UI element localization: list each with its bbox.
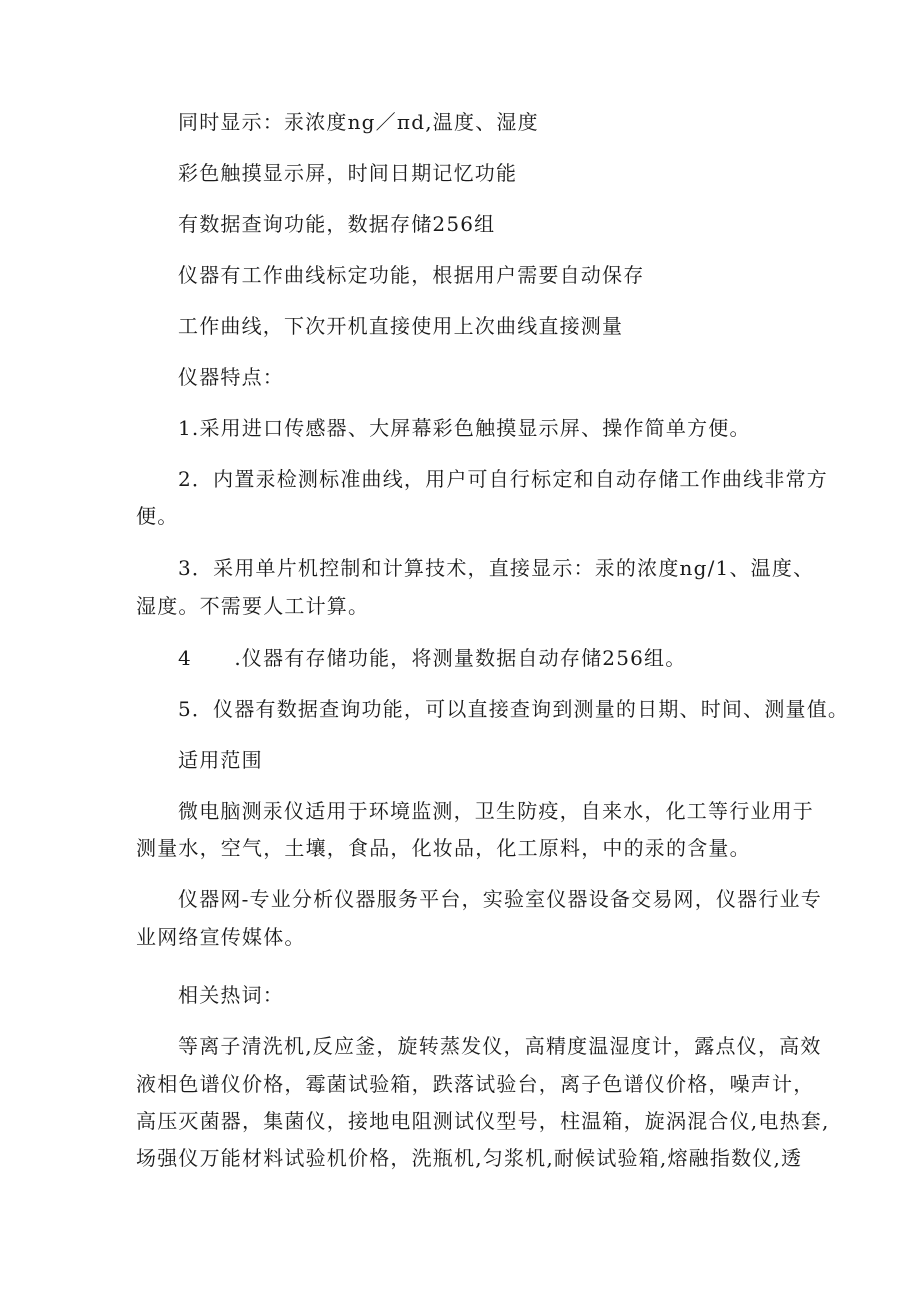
keywords-line-3: 高压灭菌器，集菌仪，接地电阻测试仪型号，柱温箱，旋涡混合仪,电热套, — [136, 1109, 830, 1133]
text-line-data-query: 有数据查询功能，数据存储256组 — [178, 212, 496, 236]
text-line-calibration: 仪器有工作曲线标定功能，根据用户需要自动保存 — [178, 263, 645, 287]
text-line-display: 同时显示：汞浓度ng／πd,温度、湿度 — [178, 110, 539, 134]
scope-paragraph: 微电脑测汞仪适用于环境监测，卫生防疫，自来水，化工等行业用于 — [178, 799, 814, 823]
site-paragraph-cont: 业网络宣传媒体。 — [136, 925, 306, 949]
text-line-touchscreen: 彩色触摸显示屏，时间日期记忆功能 — [178, 161, 518, 185]
feature-item-4: 4 .仪器有存储功能，将测量数据自动存储256组。 — [178, 646, 687, 670]
feature-item-1: 1.采用进口传感器、大屏幕彩色触摸显示屏、操作简单方便。 — [178, 416, 751, 440]
site-paragraph: 仪器网-专业分析仪器服务平台，实验室仪器设备交易网，仪器行业专 — [178, 887, 822, 911]
scope-paragraph-cont: 测量水，空气，土壤，食品，化妆品，化工原料，中的汞的含量。 — [136, 836, 751, 860]
section-heading-keywords: 相关热词： — [178, 983, 284, 1007]
keywords-line-1: 等离子清洗机,反应釜，旋转蒸发仪，高精度温湿度计，露点仪，高效 — [178, 1034, 822, 1058]
feature-item-3: 3．采用单片机控制和计算技术，直接显示：汞的浓度ng/1、温度、 — [178, 556, 815, 580]
text-line-working-curve: 工作曲线，下次开机直接使用上次曲线直接测量 — [178, 314, 624, 338]
section-heading-scope: 适用范围 — [178, 748, 263, 772]
feature-item-2: 2．内置汞检测标准曲线，用户可自行标定和自动存储工作曲线非常方 — [178, 467, 828, 491]
feature-item-2-cont: 便。 — [136, 504, 179, 528]
feature-item-5: 5．仪器有数据查询功能，可以直接查询到测量的日期、时间、测量值。 — [178, 697, 850, 721]
feature-item-3-cont: 湿度。不需要人工计算。 — [136, 594, 370, 618]
section-heading-features: 仪器特点： — [178, 365, 284, 389]
keywords-line-4: 场强仪万能材料试验机价格，洗瓶机,匀浆机,耐候试验箱,熔融指数仪,透 — [136, 1146, 803, 1170]
keywords-line-2: 液相色谱仪价格，霉菌试验箱，跌落试验台，离子色谱仪价格，噪声计， — [136, 1072, 815, 1096]
